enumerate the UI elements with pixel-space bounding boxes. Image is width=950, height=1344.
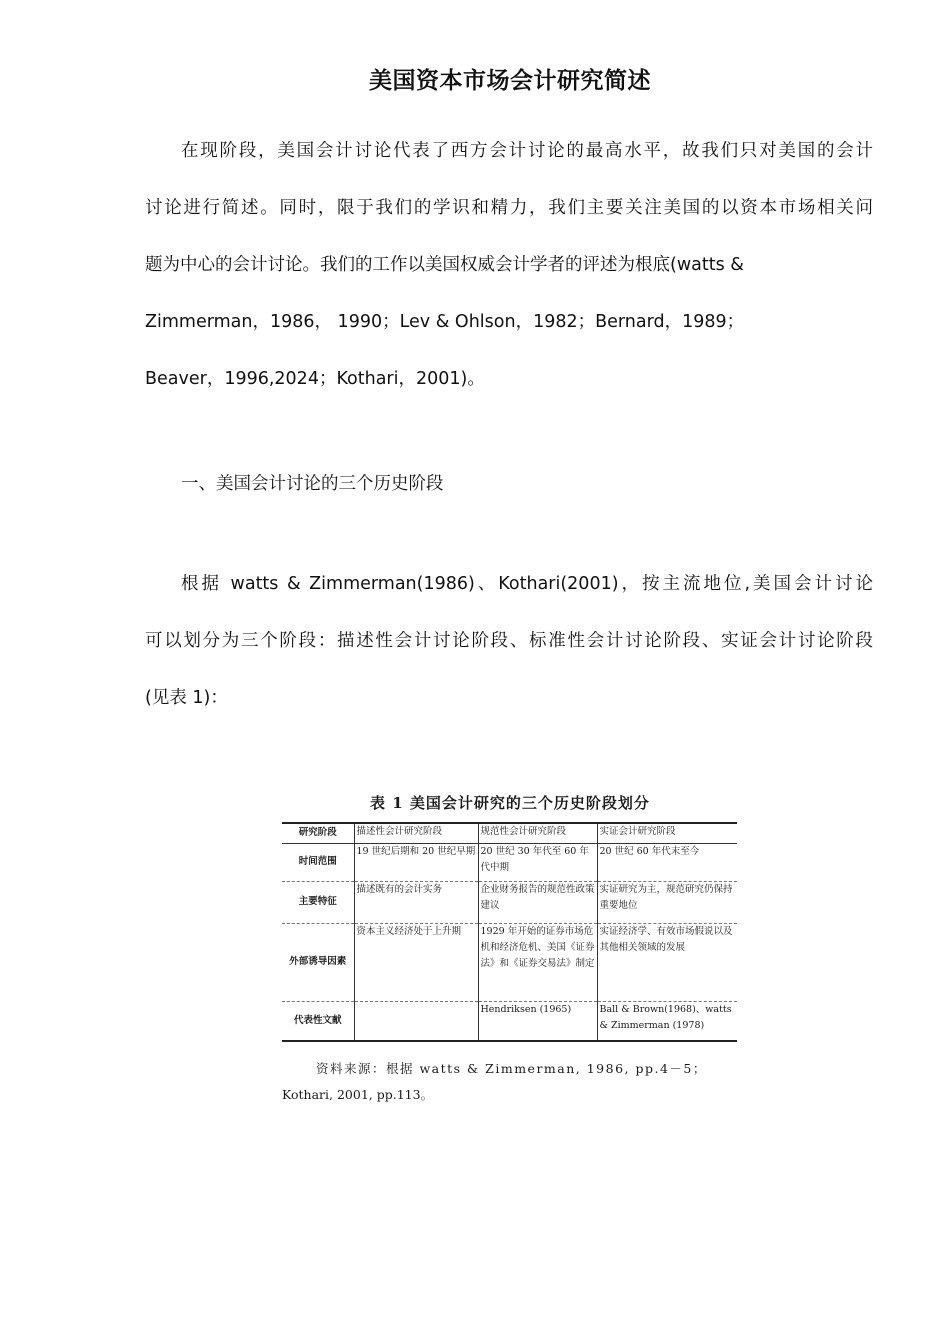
table-cell: 20 世纪 60 年代末至今 bbox=[597, 843, 737, 881]
table-cell: Ball & Brown(1968)、watts & Zimmerman (1978) bbox=[597, 1001, 737, 1041]
table-cell: 企业财务报告的规范性政策建议 bbox=[478, 881, 597, 923]
figure-source-note bbox=[282, 1056, 738, 1108]
intro-line-4: Zimmerman，1986， 1990；Lev & Ohlson，1982；Bernard，1989； bbox=[145, 312, 745, 332]
intro-line-1: 在现阶段，美国会计讨论代表了西方会计讨论的最高水平，故我们只对美国的会计 bbox=[181, 141, 873, 161]
intro-line-3: 题为中心的会计讨论。我们的工作以美国权威会计学者的评述为根底(watts & bbox=[145, 255, 744, 275]
table-header-cell: 规范性会计研究阶段 bbox=[478, 823, 597, 843]
table-cell: 20 世纪 30 年代至 60 年代中期 bbox=[478, 843, 597, 881]
table-cell: 时间范围 bbox=[282, 843, 354, 881]
intro-paragraph bbox=[145, 139, 873, 424]
source-line-1: 资料来源：根据 watts & Zimmerman, 1986, pp.4－5； bbox=[316, 1061, 707, 1076]
table-cell: 主要特征 bbox=[282, 881, 354, 923]
table-cell: Hendriksen (1965) bbox=[478, 1001, 597, 1041]
figure-title: 表 1 美国会计研究的三个历史阶段划分 bbox=[370, 794, 650, 812]
table-header-cell: 研究阶段 bbox=[282, 823, 354, 843]
table-figure bbox=[282, 788, 738, 1108]
body-line-1: 根据 watts & Zimmerman(1986)、Kothari(2001)，按主流地位,美国会计讨论 bbox=[181, 574, 873, 594]
table-cell: 代表性文献 bbox=[282, 1001, 354, 1041]
table-cell: 描述既有的会计实务 bbox=[354, 881, 478, 923]
table-header-row bbox=[282, 823, 737, 843]
page-title: 美国资本市场会计研究简述 bbox=[369, 67, 651, 94]
table-row bbox=[282, 1001, 737, 1041]
table-cell: 外部诱导因素 bbox=[282, 923, 354, 1001]
table-row bbox=[282, 923, 737, 1001]
table-row bbox=[282, 843, 737, 881]
body-line-3: (见表 1)： bbox=[145, 688, 228, 708]
table-cell: 19 世纪后期和 20 世纪早期 bbox=[354, 843, 478, 881]
intro-line-5: Beaver，1996,2024；Kothari，2001)。 bbox=[145, 369, 485, 389]
table-header-cell: 描述性会计研究阶段 bbox=[354, 823, 478, 843]
source-line-2: Kothari, 2001, pp.113。 bbox=[282, 1087, 434, 1102]
table-cell: 1929 年开始的证券市场危机和经济危机、美国《证券法》和《证券交易法》制定 bbox=[478, 923, 597, 1001]
intro-line-2: 讨论进行简述。同时，限于我们的学识和精力，我们主要关注美国的以资本市场相关问 bbox=[145, 198, 873, 218]
body-line-2: 可以划分为三个阶段：描述性会计讨论阶段、标准性会计讨论阶段、实证会计讨论阶段 bbox=[145, 631, 873, 651]
table-cell: 资本主义经济处于上升期 bbox=[354, 923, 478, 1001]
section-heading: 一、美国会计讨论的三个历史阶段 bbox=[181, 474, 444, 494]
table-cell: 实证研究为主，规范研究仍保持重要地位 bbox=[597, 881, 737, 923]
table-header-cell: 实证会计研究阶段 bbox=[597, 823, 737, 843]
body-paragraph bbox=[145, 572, 873, 743]
table-row bbox=[282, 881, 737, 923]
table-cell bbox=[354, 1001, 478, 1041]
history-stages-table bbox=[282, 822, 737, 1042]
table-cell: 实证经济学、有效市场假说以及其他相关领域的发展 bbox=[597, 923, 737, 1001]
